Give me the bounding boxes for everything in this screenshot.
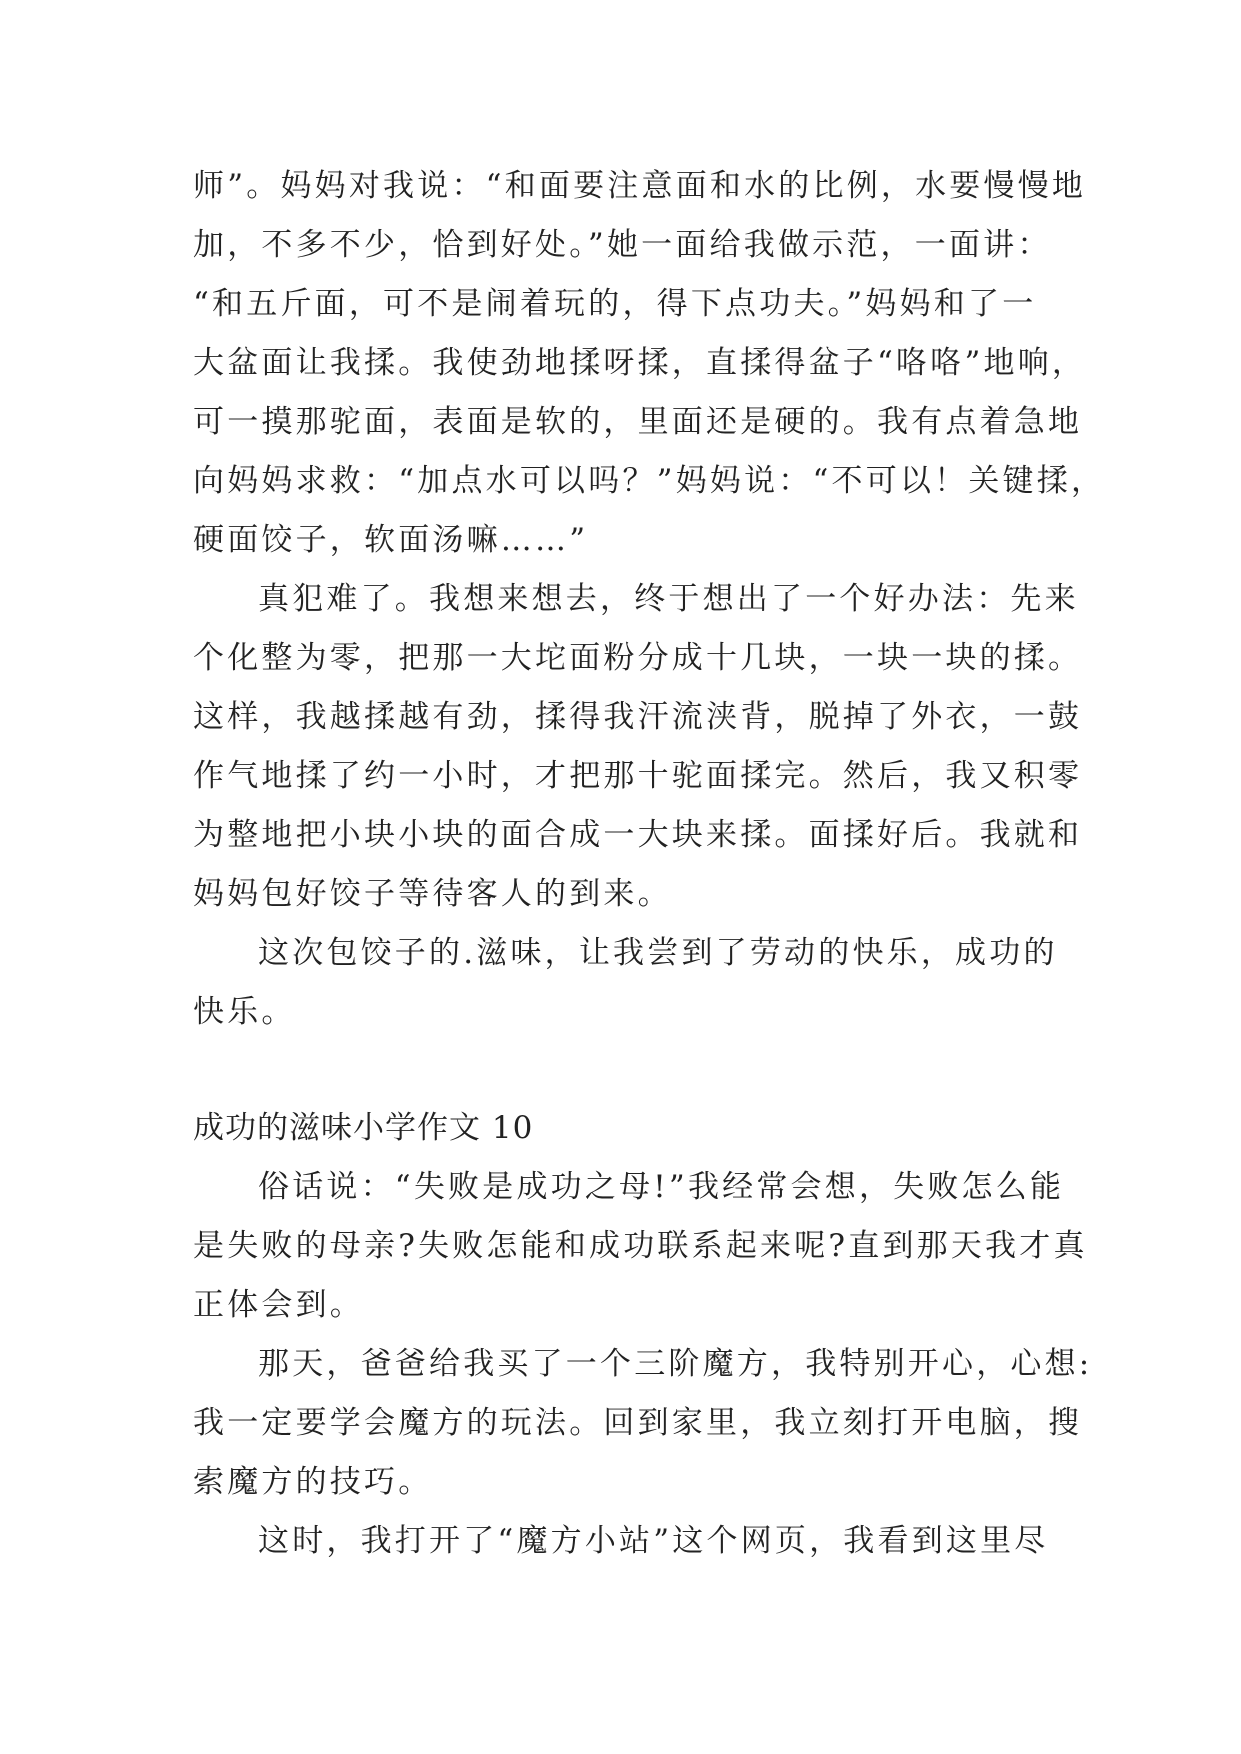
paragraph-line: 妈妈包好饺子等待客人的到来。 [193,876,672,912]
paragraph-line: 这样，我越揉越有劲，揉得我汗流浃背，脱掉了外衣，一鼓 [193,699,1083,735]
article-heading: 成功的滋味小学作文 10 [193,1110,534,1146]
paragraph-line: 索魔方的技巧。 [193,1464,433,1500]
paragraph-line: “和五斤面，可不是闹着玩的，得下点功夫。”妈妈和了一 [193,286,1037,322]
paragraph-line: 大盆面让我揉。我使劲地揉呀揉，直揉得盆子“咯咯”地响， [193,345,1087,381]
paragraph-line: 我一定要学会魔方的玩法。回到家里，我立刻打开电脑，搜 [193,1405,1083,1441]
paragraph-line: 正体会到。 [193,1287,364,1323]
paragraph-line: 这次包饺子的.滋味，让我尝到了劳动的快乐，成功的 [258,935,1058,971]
paragraph-line: 可一摸那驼面，表面是软的，里面还是硬的。我有点着急地 [193,404,1083,440]
paragraph-line: 真犯难了。我想来想去，终于想出了一个好办法：先来 [258,581,1079,617]
paragraph-line: 是失败的母亲?失败怎能和成功联系起来呢?直到那天我才真 [193,1228,1088,1264]
paragraph-line: 硬面饺子，软面汤嘛……” [193,522,589,558]
paragraph-line: 作气地揉了约一小时，才把那十驼面揉完。然后，我又积零 [193,758,1083,794]
paragraph-line: 个化整为零，把那一大坨面粉分成十几块，一块一块的揉。 [193,640,1083,676]
paragraph-line: 向妈妈求救：“加点水可以吗？”妈妈说：“不可以！关键揉， [193,463,1106,499]
paragraph-line: 师”。妈妈对我说：“和面要注意面和水的比例，水要慢慢地 [193,168,1087,204]
paragraph-line: 那天，爸爸给我买了一个三阶魔方，我特别开心，心想: [258,1346,1093,1382]
paragraph-line: 这时，我打开了“魔方小站”这个网页，我看到这里尽 [258,1523,1049,1559]
paragraph-line: 加，不多不少，恰到好处。”她一面给我做示范，一面讲： [193,227,1052,263]
paragraph-line: 为整地把小块小块的面合成一大块来揉。面揉好后。我就和 [193,817,1083,853]
paragraph-line: 快乐。 [193,994,296,1030]
paragraph-line: 俗话说：“失败是成功之母!”我经常会想，失败怎么能 [258,1169,1065,1205]
